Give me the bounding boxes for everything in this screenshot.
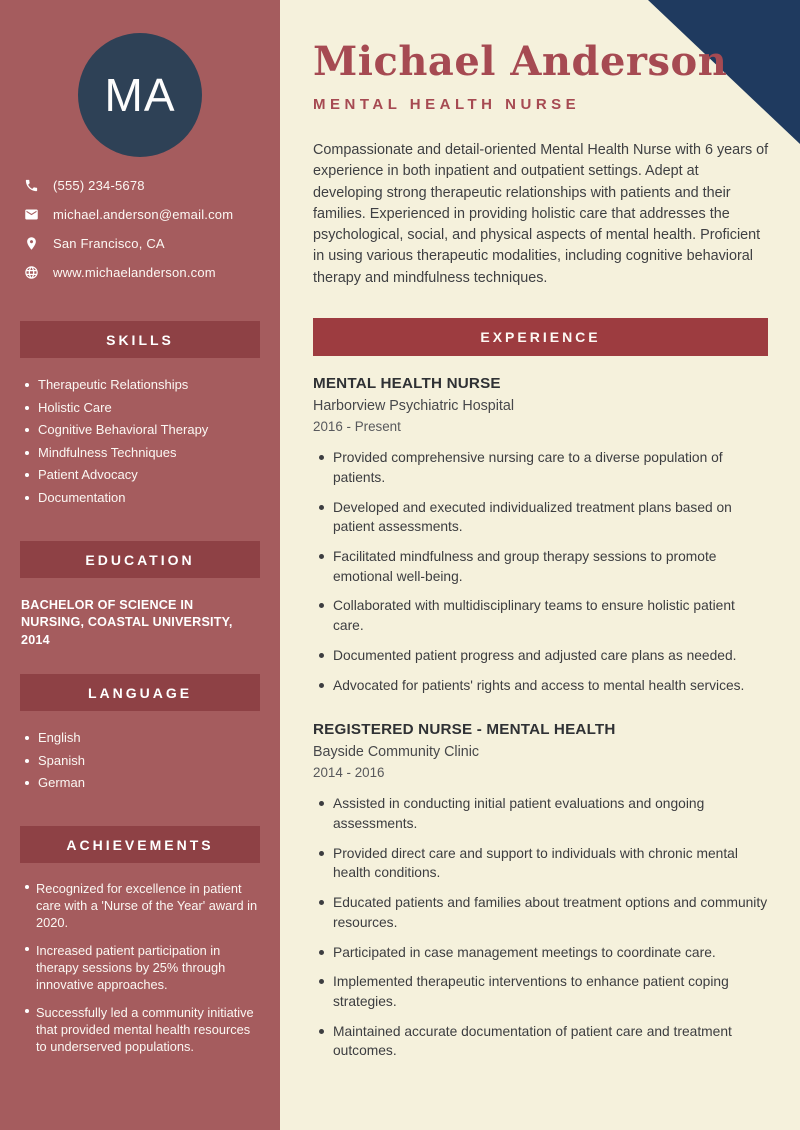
list-item	[25, 401, 263, 414]
list-item	[313, 972, 768, 1011]
achievements-list	[25, 880, 263, 1066]
job-bullet-text: Documented patient progress and adjusted care plans as needed.	[333, 647, 737, 663]
experience-job-2	[313, 721, 768, 1061]
list-item	[25, 731, 263, 744]
sidebar	[0, 0, 280, 1130]
bullet-dot	[25, 428, 29, 432]
achievement-text: Recognized for excellence in patient care with a 'Nurse of the Year' award in 2020.	[36, 881, 258, 931]
location-pin-icon	[24, 236, 39, 251]
language-title: LANGUAGE	[87, 684, 193, 701]
skill-label: Holistic Care	[38, 399, 112, 415]
professional-summary: Compassionate and detail-oriented Mental Health Nurse with 6 years of experience in both inpatient and outpatient settings. Adept at developing strong therapeutic relationships with patients and their families. Experienced in providing holistic care that addresses the psychological, social, and physical aspects of mental health. Proficient in using various therapeutic modalities, including cognitive behavioral therapy and mindfulness techniques.	[313, 142, 769, 286]
bullet-dot	[319, 683, 324, 688]
job-company: Harborview Psychiatric Hospital	[313, 398, 515, 415]
job-bullet-list	[313, 794, 768, 1061]
job-bullet-text: Assisted in conducting initial patient evaluations and ongoing assessments.	[333, 796, 705, 831]
list-item	[313, 893, 768, 932]
list-item	[25, 776, 263, 789]
list-item	[313, 547, 768, 586]
achievement-text: Successfully led a community initiative that provided mental health resources to underserved populations.	[36, 1005, 254, 1055]
contact-website-text: www.michaelanderson.com	[53, 265, 216, 280]
list-item	[313, 596, 768, 635]
avatar	[78, 33, 202, 157]
achievements-section-header	[20, 826, 260, 863]
bullet-dot	[25, 473, 29, 477]
list-item	[313, 448, 768, 487]
skill-label: Cognitive Behavioral Therapy	[38, 422, 209, 437]
list-item	[313, 943, 768, 963]
skill-label: Mindfulness Techniques	[38, 444, 177, 460]
skill-label: Patient Advocacy	[38, 467, 138, 482]
contact-website	[24, 263, 264, 282]
list-item	[313, 646, 768, 666]
language-label: German	[38, 775, 85, 790]
bullet-dot	[319, 900, 324, 905]
bullet-dot	[25, 759, 29, 763]
experience-section-header	[313, 318, 768, 356]
contact-phone-text: (555) 234-5678	[53, 178, 145, 193]
list-item	[313, 844, 768, 883]
job-bullet-text: Advocated for patients' rights and access to mental health services.	[333, 677, 745, 693]
list-item	[25, 942, 263, 993]
bullet-dot	[25, 736, 29, 740]
job-dates: 2016 - Present	[313, 419, 401, 435]
bullet-dot	[25, 947, 29, 951]
avatar-initials: MA	[104, 69, 176, 121]
skill-label: Documentation	[38, 489, 126, 505]
contact-email-text: michael.anderson@email.com	[53, 207, 234, 222]
bullet-dot	[319, 851, 324, 856]
bullet-dot	[25, 383, 29, 387]
list-item	[25, 1004, 263, 1055]
bullet-dot	[319, 979, 324, 984]
bullet-dot	[319, 1029, 324, 1034]
language-section-header	[20, 674, 260, 711]
education-section-header	[20, 541, 260, 578]
job-dates: 2014 - 2016	[313, 765, 385, 781]
bullet-dot	[25, 781, 29, 785]
bullet-dot	[25, 496, 29, 500]
job-bullet-text: Participated in case management meetings to coordinate care.	[333, 944, 716, 960]
main-content	[280, 0, 800, 1130]
experience-title: EXPERIENCE	[480, 329, 601, 346]
job-bullet-text: Educated patients and families about treatment options and community resources.	[333, 895, 768, 930]
job-bullet-text: Provided direct care and support to individuals with chronic mental health conditions.	[333, 845, 738, 881]
contact-email	[24, 205, 264, 224]
job-bullet-text: Maintained accurate documentation of patient care and treatment outcomes.	[333, 1023, 732, 1059]
language-label: English	[38, 730, 81, 745]
bullet-dot	[25, 406, 29, 410]
bullet-dot	[25, 451, 29, 455]
envelope-icon	[24, 207, 39, 222]
list-item	[25, 468, 263, 481]
bullet-dot	[319, 455, 324, 460]
job-title: REGISTERED NURSE - MENTAL HEALTH	[313, 721, 616, 739]
achievements-title: ACHIEVEMENTS	[66, 836, 214, 853]
list-item	[313, 498, 768, 537]
bullet-dot	[319, 554, 324, 559]
skills-section-header	[20, 321, 260, 358]
job-title: MENTAL HEALTH NURSE	[313, 375, 501, 393]
bullet-dot	[319, 505, 324, 510]
experience-job-1	[313, 375, 768, 695]
list-item	[313, 676, 768, 696]
job-bullet-text: Collaborated with multidisciplinary teams to ensure holistic patient care.	[333, 598, 735, 634]
job-bullet-list	[313, 448, 768, 695]
job-bullet-text: Implemented therapeutic interventions to enhance patient coping strategies.	[333, 974, 729, 1010]
contact-location-text: San Francisco, CA	[53, 236, 165, 251]
education-title: EDUCATION	[85, 551, 195, 568]
job-bullet-text: Provided comprehensive nursing care to a diverse population of patients.	[333, 450, 723, 485]
job-role-subtitle: MENTAL HEALTH NURSE	[313, 96, 581, 113]
bullet-dot	[319, 603, 324, 608]
job-bullet-text: Developed and executed individualized treatment plans based on patient assessments.	[333, 499, 732, 535]
achievement-text: Increased patient participation in therapy sessions by 25% through innovative approaches.	[36, 943, 226, 993]
list-item	[25, 423, 263, 436]
bullet-dot	[319, 801, 324, 806]
bullet-dot	[319, 950, 324, 955]
education-degree: BACHELOR OF SCIENCE IN NURSING, COASTAL UNIVERSITY, 2014	[21, 598, 233, 647]
phone-icon	[24, 178, 39, 193]
contact-phone	[24, 176, 264, 195]
list-item	[313, 794, 768, 833]
list-item	[25, 754, 263, 767]
job-bullet-text: Facilitated mindfulness and group therapy sessions to promote emotional well-being.	[333, 548, 717, 584]
contact-location	[24, 234, 264, 253]
list-item	[25, 880, 263, 931]
list-item	[25, 446, 263, 459]
bullet-dot	[319, 653, 324, 658]
skills-list	[25, 378, 263, 513]
language-list	[25, 731, 263, 799]
contact-section	[24, 176, 264, 292]
skill-label: Therapeutic Relationships	[38, 377, 189, 392]
skills-title: SKILLS	[106, 331, 174, 348]
globe-icon	[24, 265, 39, 280]
bullet-dot	[25, 885, 29, 889]
list-item	[25, 378, 263, 391]
language-label: Spanish	[38, 752, 85, 768]
list-item	[313, 1022, 768, 1061]
job-company: Bayside Community Clinic	[313, 744, 480, 761]
person-name: Michael Anderson	[313, 38, 728, 85]
bullet-dot	[25, 1009, 29, 1013]
list-item	[25, 491, 263, 504]
